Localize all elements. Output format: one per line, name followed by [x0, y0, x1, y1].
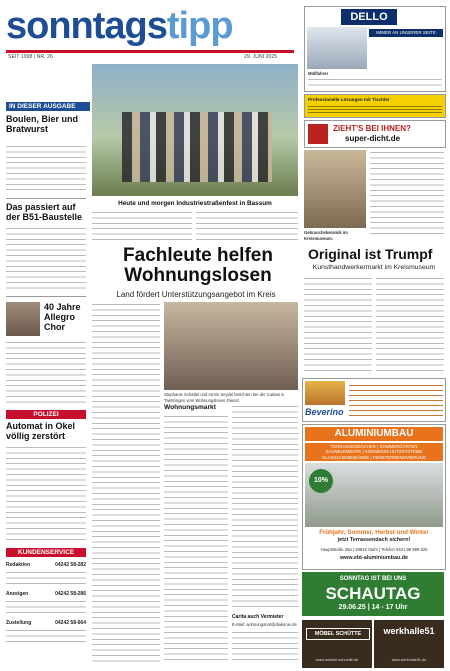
- trumpf-subheadline: Kunsthandwerkermarkt im Kreismuseum: [312, 264, 436, 271]
- beverino-ad[interactable]: [302, 378, 446, 422]
- contact-email[interactable]: E-Mail: wohnungsnot@diakonie.de: [232, 622, 297, 627]
- immobilien-details: [308, 104, 442, 114]
- schautag-pre: SONNTAG IST BEI UNS: [339, 576, 407, 582]
- main-article-photo: [164, 302, 298, 390]
- dello-dealer: Müllfahrer: [308, 71, 329, 76]
- aluminiumbau-logo: ALUMINIUMBAU: [305, 427, 443, 441]
- main-body-col2: [164, 414, 228, 664]
- trumpf-headline[interactable]: Original ist Trumpf: [308, 246, 433, 262]
- werkhalle-ad[interactable]: [374, 620, 444, 668]
- super-dicht-ad[interactable]: [304, 120, 446, 148]
- dello-car-image: [307, 27, 367, 69]
- trumpf-body-left: [304, 276, 372, 372]
- wohnungsmarkt-box-title: Wohnungsmarkt: [164, 404, 216, 411]
- sale-title: Frühjahr, Sommer, Herbst und Winter: [319, 529, 429, 536]
- moebel-schuette-ad[interactable]: [302, 620, 372, 668]
- article-body-b51: [6, 226, 86, 290]
- main-subheadline: Land fördert Unterstützungsangebot im Kreis: [116, 290, 276, 299]
- main-body-col1: [92, 302, 160, 664]
- article-body-chor: [6, 340, 86, 406]
- contact-label: Anzeigen: [6, 591, 29, 597]
- main-body-col3: [232, 404, 298, 610]
- photo-caption-body-right: [196, 210, 298, 242]
- main-headline[interactable]: Fachleute helfen Wohnungslosen: [123, 245, 273, 286]
- issue-number: SEIT 1998 | NR. 26: [8, 54, 53, 60]
- byline: Carita auch Vermieter: [232, 614, 284, 620]
- main-photo-credit: Stephanie Schädel und Armin Seydel berichten bei der Caritas in Twistringen vom Wohnungslosen-Dienst.: [164, 392, 285, 403]
- aluminiumbau-url[interactable]: www.ebt-aluminiumbau.de: [339, 555, 409, 561]
- polizei-header: POLIZEI: [6, 410, 86, 419]
- divider: [6, 296, 86, 297]
- photo-caption-body-left: [92, 210, 192, 242]
- contact-details: [6, 599, 86, 615]
- in-dieser-ausgabe-header: IN DIESER AUSGABE: [6, 102, 90, 111]
- article-title-automat[interactable]: Automat in Okel völlig zerstört: [6, 421, 76, 441]
- article-title-chor[interactable]: 40 Jahre Allegro Chor: [44, 302, 81, 332]
- kundenservice-header: KUNDENSERVICE: [6, 548, 86, 557]
- article-body-boulen: [6, 144, 86, 192]
- ceramics-caption: Gebrauchskeramik im Kreismuseum.: [304, 230, 348, 241]
- beverino-image: [305, 381, 345, 405]
- issue-date: 29. JUNI 2025: [244, 54, 278, 60]
- schautag-ad[interactable]: [302, 572, 444, 616]
- contact-phone[interactable]: 04242 58-282: [55, 562, 86, 568]
- dello-text: [308, 77, 442, 89]
- beverino-logo: Beverino: [305, 407, 344, 417]
- schautag-title: SCHAUTAG: [325, 584, 421, 603]
- ceramics-text: [370, 150, 444, 238]
- super-dicht-headline: ZIEHT'S BEI IHNEN?: [333, 124, 411, 133]
- aluminiumbau-ad[interactable]: [302, 424, 446, 570]
- super-dicht-url: super-dicht.de: [345, 134, 401, 143]
- dello-subline: IMMER AN UNSERER SEITE: [369, 29, 443, 37]
- discount-badge: 10%: [309, 469, 333, 493]
- masthead-title: sonntagstipp: [6, 5, 233, 47]
- choir-photo: [6, 302, 40, 336]
- article-title-boulen[interactable]: Boulen, Bier und Bratwurst: [6, 114, 78, 134]
- dello-ad[interactable]: [304, 6, 446, 92]
- main-body-col3-end: [232, 630, 298, 664]
- divider: [6, 198, 86, 199]
- contact-details: [6, 570, 86, 586]
- service-line: GLASSCHIEBEWÄNDE | FENSTERRENOVIERUNG: [321, 454, 427, 460]
- trumpf-body-right: [376, 276, 444, 372]
- contact-phone[interactable]: 04242 58-664: [55, 620, 86, 626]
- people-silhouettes: [122, 112, 272, 182]
- service-line: TERRASSENDÄCHER | SOMMERGÄRTEN: [330, 444, 418, 449]
- beverino-text: [349, 383, 443, 417]
- immobilien-ad[interactable]: [304, 94, 446, 118]
- schautag-date: 29.06.25 | 14 - 17 Uhr: [338, 604, 408, 611]
- moebel-schuette-logo: MÖBEL SCHÜTTE: [306, 628, 370, 640]
- werkhalle-logo: werkhalle51: [383, 626, 435, 636]
- contact-label: Redaktion: [6, 562, 31, 568]
- immobilien-text: Professionelle Lösungen mit Tischler: [308, 97, 390, 102]
- masthead-rule: [6, 50, 294, 53]
- sale-subtitle: jetzt Terrassendach sichern!: [337, 537, 411, 543]
- super-dicht-logo-icon: [308, 124, 328, 144]
- photo-caption-title: Heute und morgen Industriestraßenfest in Bassum: [118, 200, 272, 207]
- contact-phone[interactable]: 04242 58-286: [55, 591, 86, 597]
- contact-list: [6, 562, 86, 642]
- aluminiumbau-address: Hauptstraße 25a | 28816 Stuhr | Telefon 0421 98 999 620: [320, 547, 428, 552]
- contact-label: Zustellung: [6, 620, 32, 626]
- contact-details: [6, 628, 86, 642]
- moebel-schuette-url[interactable]: www.moebel-schuette.de: [315, 658, 359, 662]
- dello-logo: DELLO: [341, 9, 397, 25]
- article-title-b51[interactable]: Das passiert auf der B51-Baustelle: [6, 202, 83, 222]
- article-body-automat: [6, 445, 86, 541]
- aluminiumbau-services: [305, 443, 443, 461]
- werkhalle-url[interactable]: www.werkhalle51.de: [391, 658, 427, 662]
- main-photo-group: [92, 64, 298, 196]
- service-line: ZAUNELEMENTE | SONNENSCHUTZSYSTEME: [325, 449, 423, 455]
- ceramics-photo: [304, 150, 366, 228]
